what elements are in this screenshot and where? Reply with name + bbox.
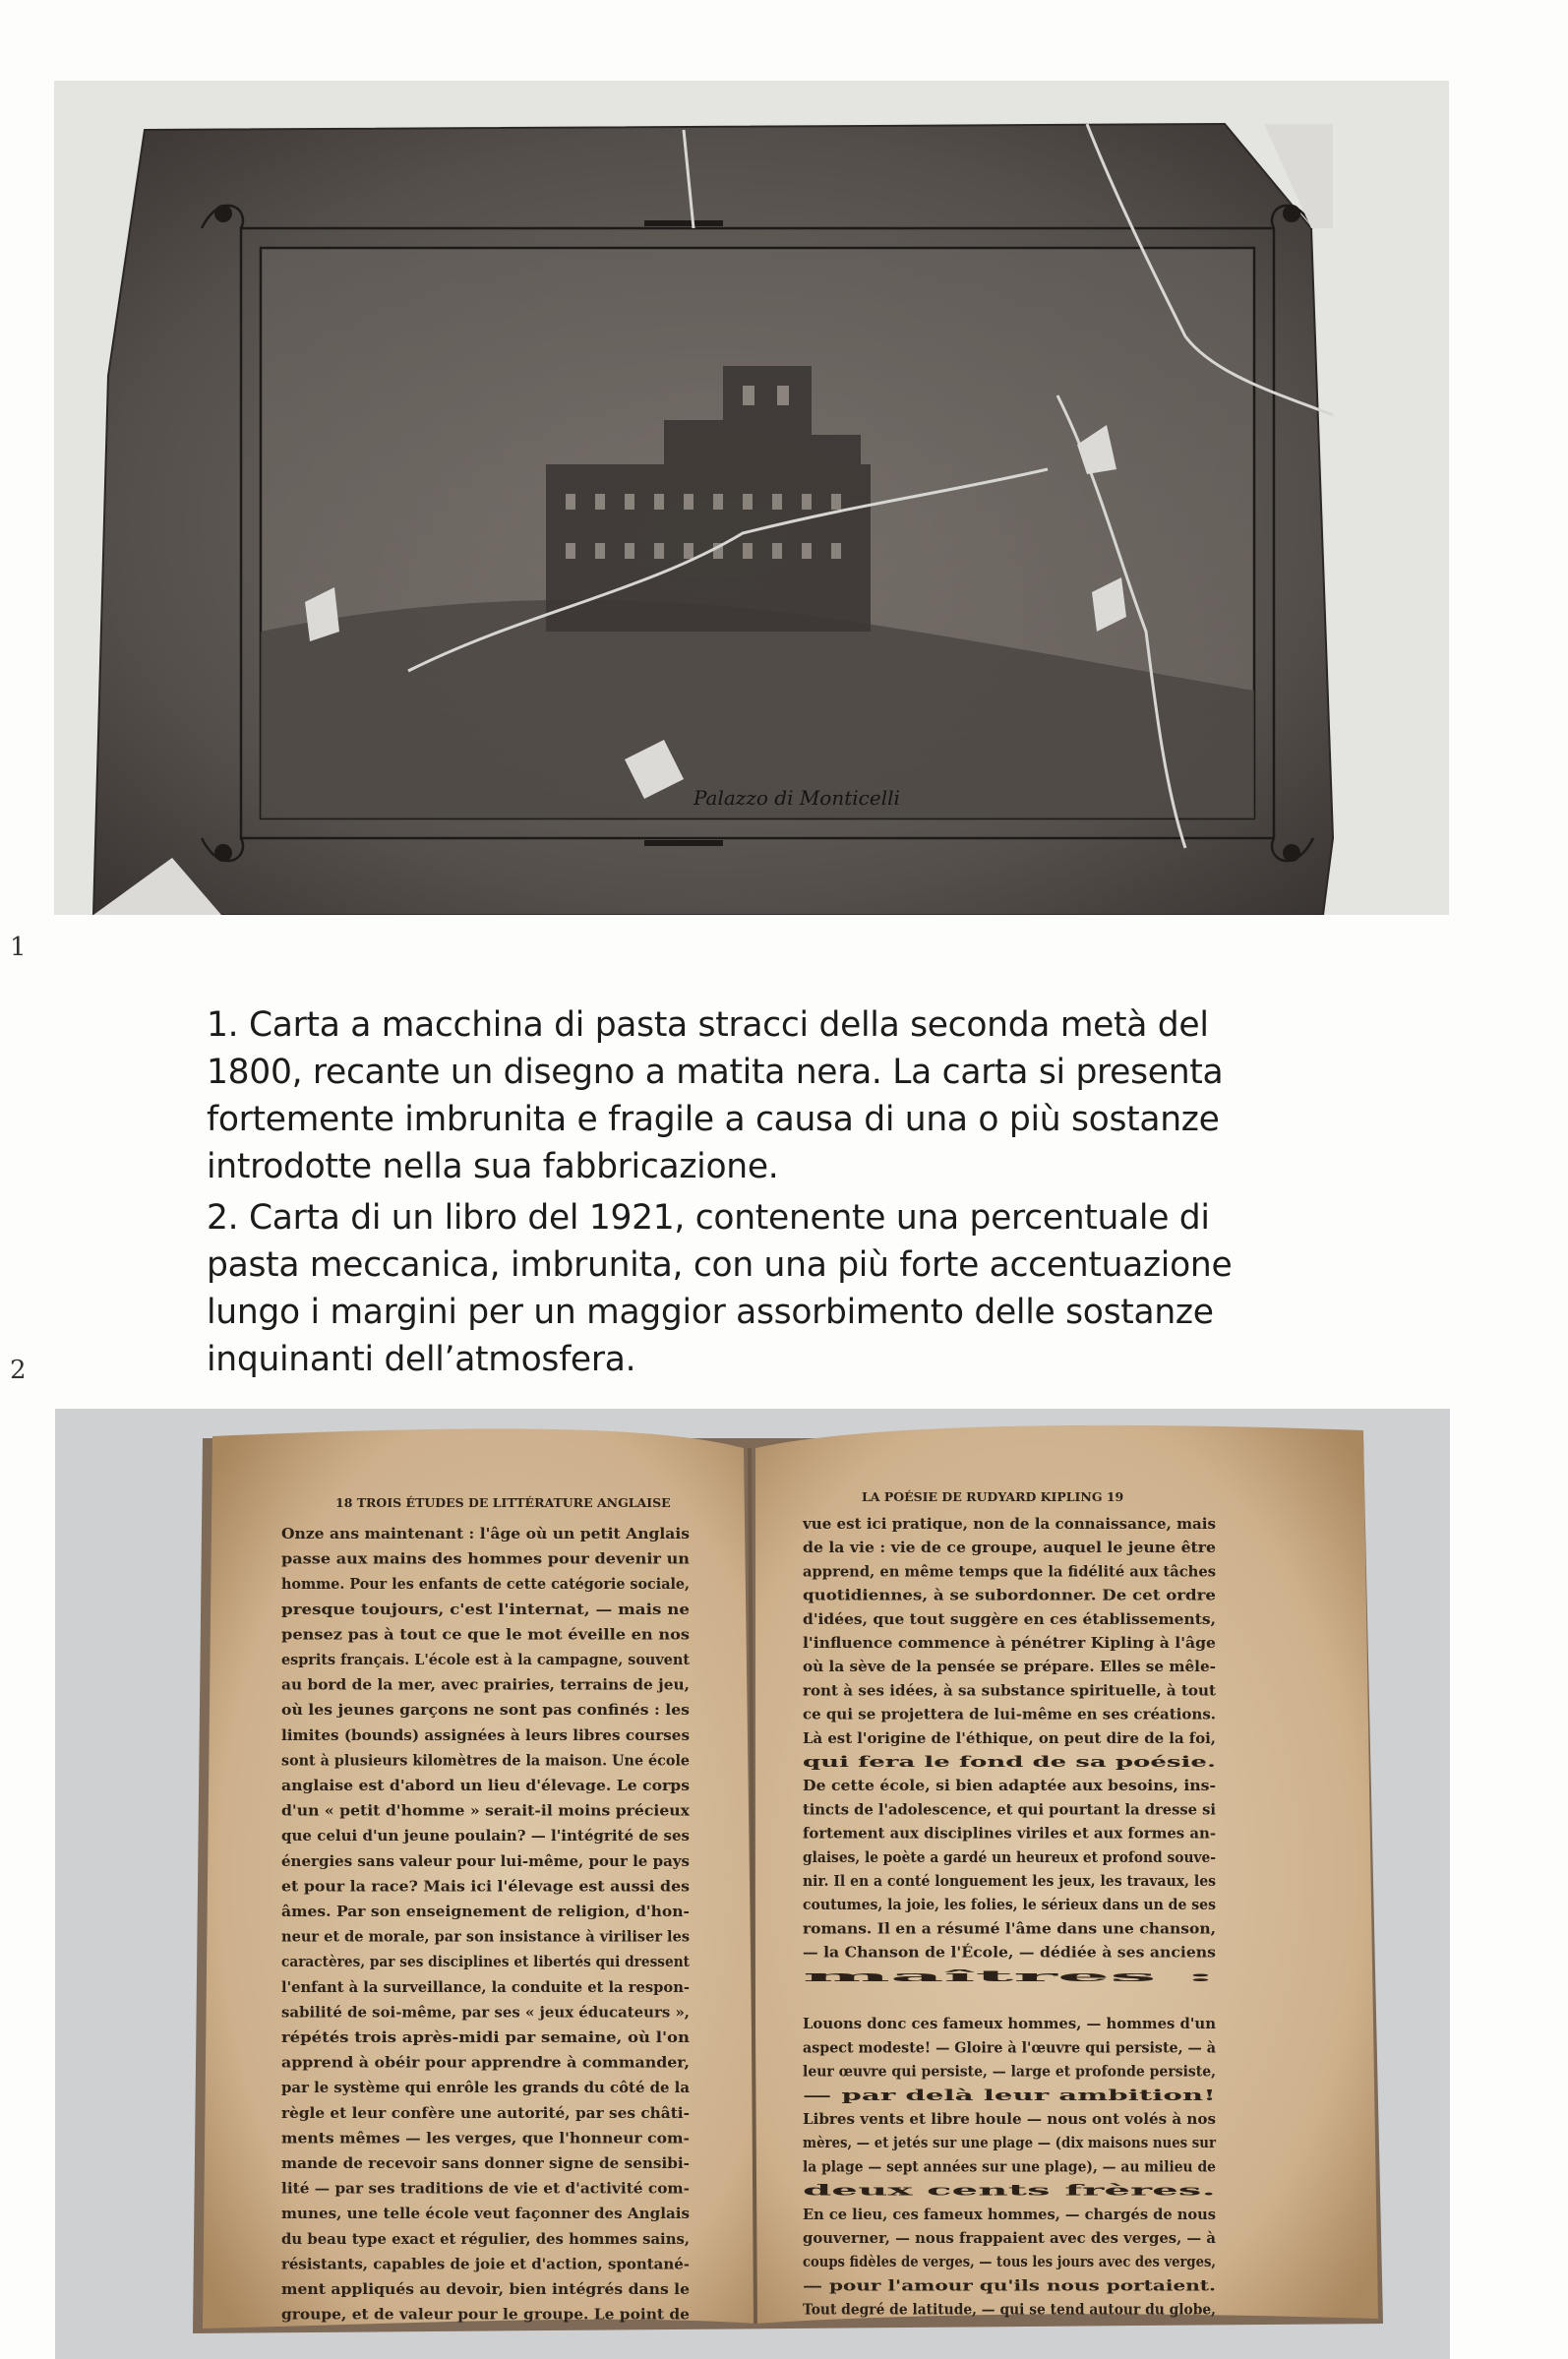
book-text-line: deux cents frères. — [803, 2182, 1216, 2200]
figure-2-number: 2 — [10, 1356, 27, 1385]
book-text-line: quotidiennes, à se subordonner. De cet ordre — [803, 1587, 1216, 1604]
figure-1-number: 1 — [10, 933, 27, 962]
book-text-line: l'enfant à la surveillance, la conduite et la respon- — [281, 1978, 690, 1996]
book-text-line: fortement aux disciplines viriles et aux formes an- — [803, 1825, 1216, 1843]
book-text-line: neur et de morale, par son insistance à viriliser les — [281, 1928, 690, 1946]
book-text-line: — la Chanson de l'École, — dédiée à ses anciens — [803, 1944, 1185, 1962]
book-text-line: répétés trois après-midi par semaine, où l'on — [281, 2029, 691, 2046]
book-text-line: nir. Il en a conté longuement les jeux, les travaux, les — [803, 1873, 1216, 1890]
book-text-line: apprend à obéir pour apprendre à commander, — [281, 2054, 690, 2072]
book-text-line: De cette école, si bien adaptée aux besoins, ins- — [803, 1778, 1216, 1795]
book-text-line: caractères, par ses disciplines et libertés qui dressent — [281, 1954, 691, 1971]
figure-2-photo — [55, 1409, 1450, 2359]
book-text-line: d'idées, que tout suggère en ces établissements, — [803, 1610, 1216, 1628]
book-text-line: au bord de la mer, avec prairies, terrains de jeu, — [281, 1676, 690, 1694]
book-text-line: limites (bounds) assignées à leurs libres courses — [281, 1726, 690, 1744]
book-text-line: ments mêmes — les verges, que l'honneur com- — [281, 2130, 690, 2147]
book-text-line: l'influence commence à pénétrer Kipling à l'âge — [803, 1635, 1216, 1652]
book-text-line: du beau type exact et régulier, des hommes sains, — [281, 2230, 690, 2248]
book-text-line: glaises, le poète a gardé un heureux et profond souve- — [803, 1848, 1216, 1866]
book-text-line: sont à plusieurs kilomètres de la maison. Une école — [281, 1752, 690, 1770]
book-text-line: esprits français. L'école est à la campagne, souvent — [281, 1652, 691, 1668]
book-text-line: — par delà leur ambition! — [803, 2087, 1216, 2104]
book-text-line: En ce lieu, ces fameux hommes, — chargés de nous — [803, 2206, 1216, 2223]
book-text-line: résistants, capables de joie et d'action, spontané- — [281, 2256, 690, 2273]
book-text-line: que celui d'un jeune poulain? — l'intégrité de ses — [281, 1828, 690, 1845]
book-text-line: et pour la race? Mais ici l'élevage est aussi des — [281, 1878, 690, 1896]
book-text-line: pensez pas à tout ce que le mot éveille en nos — [281, 1626, 690, 1644]
book-text-line: leur œuvre qui persiste, — large et profonde persiste, — [803, 2063, 1216, 2081]
figure-1-photo — [54, 81, 1449, 915]
book-text-line: où les jeunes garçons ne sont pas confinés : les — [281, 1702, 690, 1720]
book-text-line: ront à ses idées, à sa substance spirituelle, à tout — [803, 1682, 1217, 1700]
book-text-line: aspect modeste! — Gloire à l'œuvre qui persiste, — à — [803, 2039, 1217, 2057]
book-text-line: homme. Pour les enfants de cette catégorie sociale, — [281, 1576, 690, 1594]
book-text-line: Louons donc ces fameux hommes, — hommes d'un — [803, 2016, 1217, 2033]
book-text-line: ce qui se projettera de lui-même en ses créations. — [803, 1706, 1216, 1724]
book-text-line: mères, — et jetés sur une plage — (dix maisons nues sur — [803, 2135, 1217, 2152]
book-text-line: la plage — sept années sur une plage), — au milieu de — [803, 2158, 1216, 2176]
book-text-line: passe aux mains des hommes pour devenir un — [281, 1550, 691, 1568]
book-text-line: où la sève de la pensée se prépare. Elles se mêle- — [803, 1659, 1216, 1676]
book-text-line: Tout degré de latitude, — qui se tend autour du globe, — [803, 2301, 1216, 2319]
book-text-line: lité — par ses traditions de vie et d'activité com- — [281, 2180, 690, 2198]
book-text-line: âmes. Par son enseignement de religion, d'hon- — [281, 1904, 690, 1920]
book-text-line: romans. Il en a résumé l'âme dans une chanson, — [803, 1920, 1216, 1938]
book-text-line: groupe, et de valeur pour le groupe. Le point de — [281, 2306, 690, 2324]
book-text-line: Libres vents et libre houle — nous ont volés à nos — [803, 2111, 1216, 2128]
book-text-line: anglaise est d'abord un lieu d'élevage. Le corps — [281, 1778, 690, 1794]
book-text-line: gouverner, — nous frappaient avec des verges, — à — [803, 2230, 1217, 2247]
book-text-line: d'un « petit d'homme » serait-il moins précieux — [281, 1802, 691, 1820]
right-running-header: LA POÉSIE DE RUDYARD KIPLING 19 — [862, 1489, 1124, 1504]
book-text-line: par le système qui enrôle les grands du côté de la — [281, 2080, 691, 2097]
right-page-text — [802, 1489, 1217, 2319]
book-text-line: Là est l'origine de l'éthique, on peut dire de la foi, — [803, 1729, 1216, 1747]
drawing-inscription: Palazzo di Monticelli — [694, 786, 900, 810]
figure-2-caption: 2. Carta di un libro del 1921, contenente una percentuale di pasta meccanica, imbrunita, con una più forte accentuazione lungo i margini per un maggior assorbimento delle sostanze inquinanti dell’atmosfera. — [207, 1198, 1233, 1379]
open-book-image — [55, 1409, 1450, 2359]
left-running-header: 18 TROIS ÉTUDES DE LITTÉRATURE ANGLAISE — [335, 1495, 671, 1510]
figure-1-caption: 1. Carta a macchina di pasta stracci della seconda metà del 1800, recante un disegno a matita nera. La carta si presenta fortemente imbrunita e fragile a causa di una o più sostanze introdotte nella sua fabbricazione. — [207, 1005, 1224, 1186]
book-text-line: énergies sans valeur pour lui-même, pour le pays — [281, 1852, 690, 1870]
book-text-line: coutumes, la joie, les folies, le sérieux dans un de ses — [803, 1897, 1216, 1914]
book-text-line: mande de recevoir sans donner signe de sensibi- — [281, 2155, 690, 2172]
book-text-line: qui fera le fond de sa poésie. — [803, 1754, 1216, 1771]
book-text-line: règle et leur confère une autorité, par ses châti- — [281, 2104, 690, 2122]
book-text-line: maîtres : — [803, 1967, 1216, 1985]
book-text-line: de la vie : vie de ce groupe, auquel le jeune être — [803, 1540, 1216, 1557]
book-text-line: vue est ici pratique, non de la connaissance, mais — [801, 1516, 1216, 1533]
drawing-paper-image — [54, 81, 1449, 915]
book-text-line: munes, une telle école veut façonner des Anglais — [281, 2206, 690, 2223]
book-text-line: — pour l'amour qu'ils nous portaient. — [803, 2277, 1216, 2295]
book-text-line: coups fidèles de verges, — tous les jours avec des verges, — [803, 2254, 1216, 2271]
book-text-line: tincts de l'adolescence, et qui pourtant la dresse si — [803, 1801, 1217, 1819]
book-text-line: Onze ans maintenant : l'âge où un petit Anglais — [281, 1526, 690, 1542]
book-text-line: sabilité de soi-même, par ses « jeux éducateurs », — [281, 2004, 690, 2022]
book-text-line: ment appliqués au devoir, bien intégrés dans le — [281, 2281, 690, 2298]
book-text-line: presque toujours, c'est l'internat, — mais ne — [281, 1601, 690, 1618]
book-text-line: apprend, en même temps que la fidélité aux tâches — [803, 1563, 1216, 1581]
